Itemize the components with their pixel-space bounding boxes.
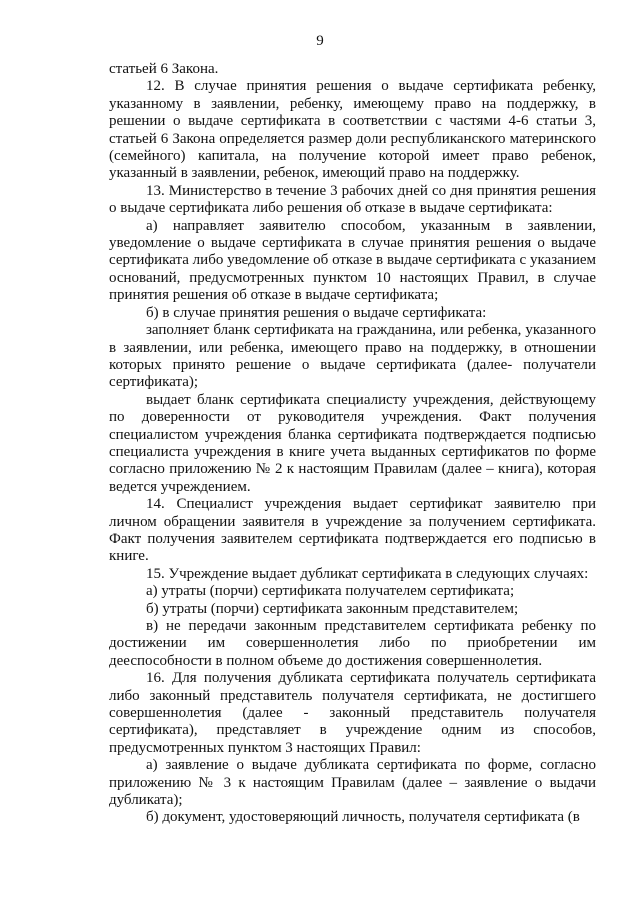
paragraph-15-a: а) утраты (порчи) сертификата получателем сертификата; xyxy=(146,583,515,600)
paragraph-12: 12. В случае принятия решения о выдаче сертификата ребенку, указанному в заявлении, ребенку, имеющему право на поддержку, в решении о выдаче сертификата в соответствии с частями 4-6 статьи 3, статьей 6 Закона определяется размер доли республиканского материнского (семейного) капитала, на получение которой имеет право ребенок, указанный в заявлении, ребенок, имеющий право на поддержку. xyxy=(109,78,596,182)
document-body xyxy=(109,61,596,827)
paragraph-16: 16. Для получения дубликата сертификата получатель сертификата либо законный представитель получателя сертификата, не достигшего совершеннолетия (далее - законный представитель получателя сертификата), представляет в учреждение одним из способов, предусмотренных пунктом 3 настоящих Правил: xyxy=(109,670,596,756)
paragraph-13: 13. Министерство в течение 3 рабочих дней со дня принятия решения о выдаче сертификата либо решения об отказе в выдаче сертификата: xyxy=(109,182,596,217)
paragraph-13-b: б) в случае принятия решения о выдаче сертификата: xyxy=(146,304,487,321)
paragraph-continuation: статьей 6 Закона. xyxy=(109,61,219,77)
paragraph-13-a: а) направляет заявителю способом, указанным в заявлении, уведомление о выдаче сертификата в случае принятия решения о выдаче сертификата либо уведомление об отказе в выдаче сертификата с указанием оснований, предусмотренных пунктом 10 настоящих Правил, в случае принятия решения об отказе в выдаче сертификата; xyxy=(109,217,596,304)
paragraph-14: 14. Специалист учреждения выдает сертификат заявителю при личном обращении заявителя в учреждение за получением сертификата. Факт получения заявителем сертификата подтверждается его подписью в книге. xyxy=(109,496,596,565)
paragraph-15: 15. Учреждение выдает дубликат сертификата в следующих случаях: xyxy=(146,565,589,582)
paragraph-13-b-issue: выдает бланк сертификата специалисту учреждения, действующему по доверенности от руководителя учреждения. Факт получения специалистом учреждения бланка сертификата подтверждается подписью специалиста учреждения в книге учета выданных сертификатов по форме согласно приложению № 2 к настоящим Правилам (далее – книга), которая ведется учреждением. xyxy=(109,391,596,495)
paragraph-15-b: б) утраты (порчи) сертификата законным представителем; xyxy=(146,600,519,617)
paragraph-16-a: а) заявление о выдаче дубликата сертификата по форме, согласно приложению № 3 к настоящим Правилам (далее – заявление о выдачи дубликата); xyxy=(109,757,596,809)
paragraph-16-b: б) документ, удостоверяющий личность, получателя сертификата (в xyxy=(146,809,580,826)
paragraph-15-v: в) не передачи законным представителем сертификата ребенку по достижении им совершеннолетия либо по приобретении им дееспособности в полном объеме до достижения совершеннолетия. xyxy=(109,618,596,669)
paragraph-13-b-fill: заполняет бланк сертификата на гражданина, или ребенка, указанного в заявлении, или ребенка, имеющего право на поддержку, в отношении которых принято решение о выдаче сертификата (далее- получатели сертификата); xyxy=(109,322,596,391)
page-number: 9 xyxy=(316,33,324,49)
